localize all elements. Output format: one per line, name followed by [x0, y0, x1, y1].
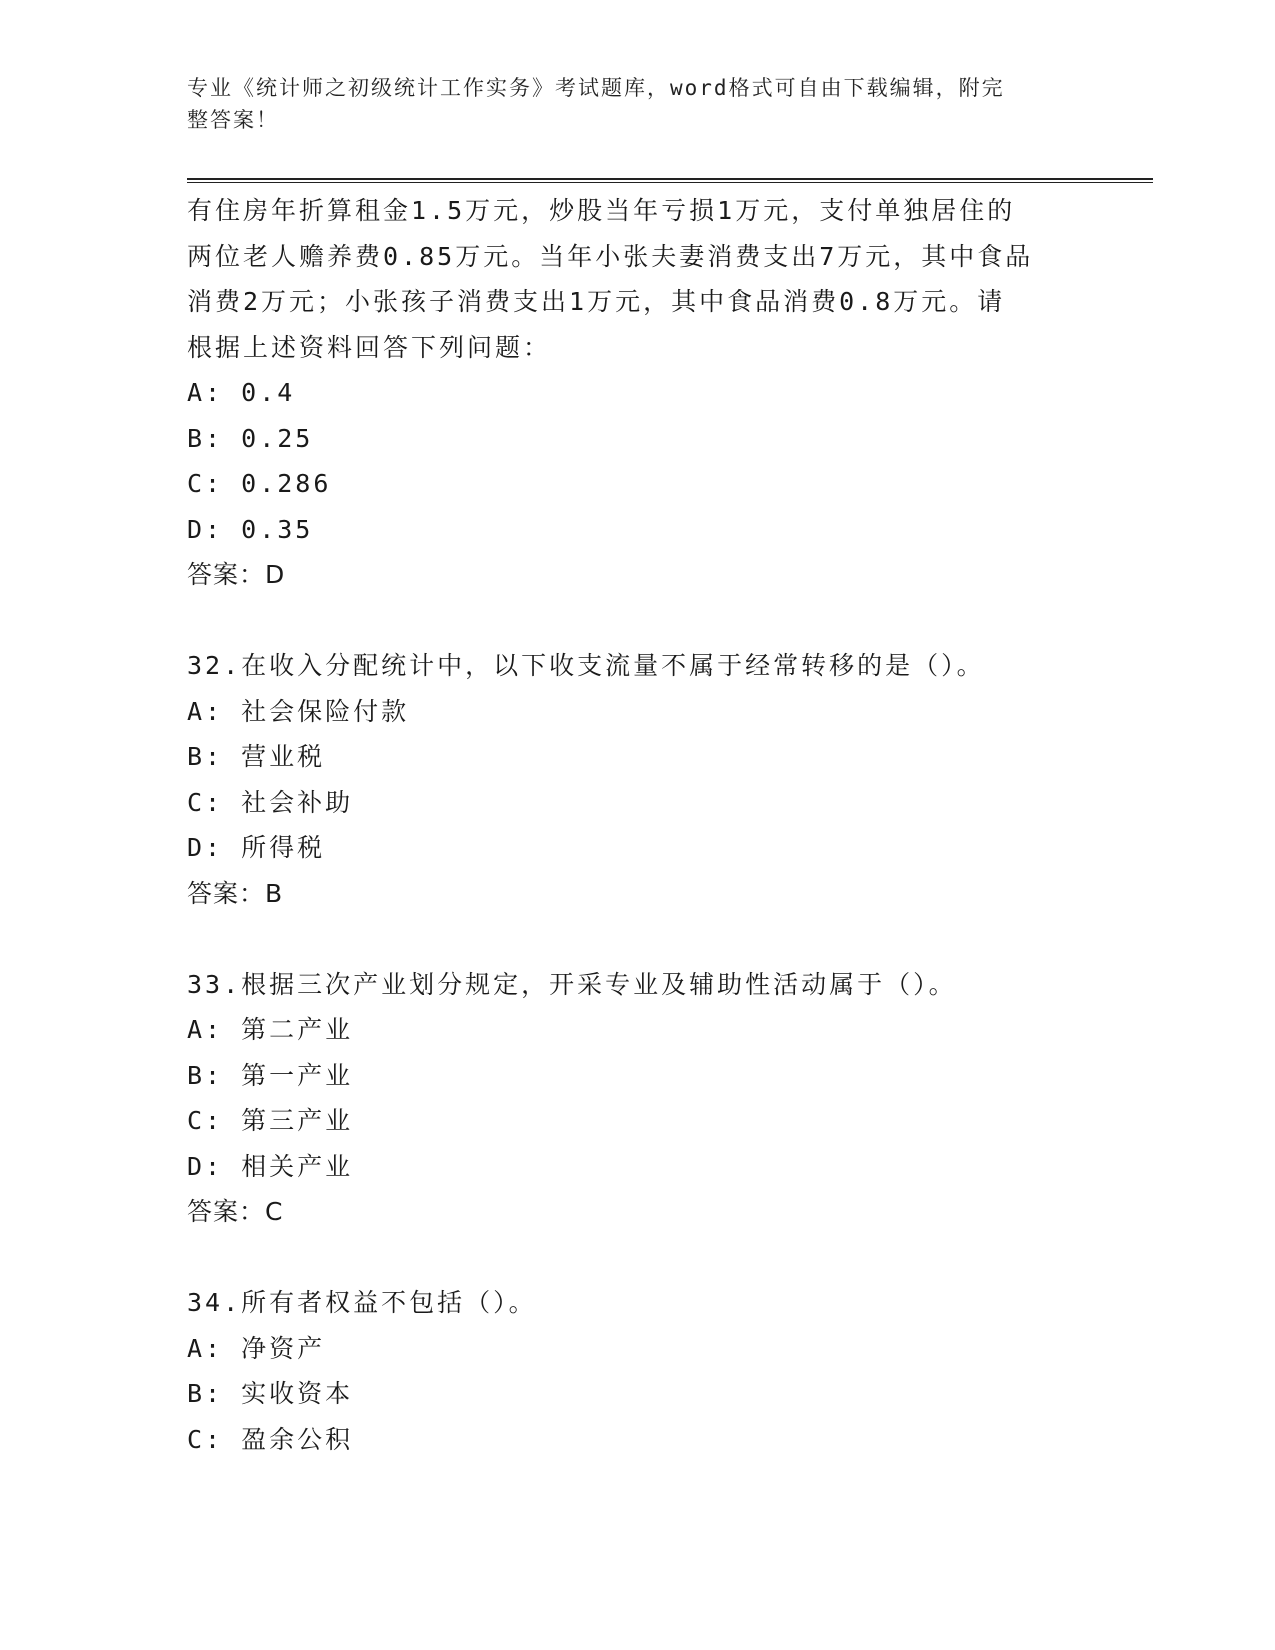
document-header — [187, 72, 1067, 136]
option-a: A: 第二产业 — [187, 1015, 354, 1044]
question-34 — [187, 1280, 1087, 1462]
question-title: 34.所有者权益不包括（）。 — [187, 1288, 537, 1317]
option-c: C: 第三产业 — [187, 1106, 354, 1135]
question-33 — [187, 962, 1087, 1235]
option-c: C: 0.286 — [187, 469, 332, 498]
spacer — [187, 598, 1087, 644]
option-d: D: 相关产业 — [187, 1151, 354, 1181]
option-a: A: 净资产 — [187, 1333, 326, 1363]
answer-label: 答案：D — [187, 560, 286, 589]
option-d: D: 所得税 — [187, 833, 326, 862]
question-stem-line: 有住房年折算租金1.5万元，炒股当年亏损1万元，支付单独居住的 — [187, 196, 1016, 225]
question-title: 32.在收入分配统计中，以下收支流量不属于经常转移的是（）。 — [187, 651, 985, 680]
option-a: A: 0.4 — [187, 378, 296, 407]
option-b: B: 营业税 — [187, 742, 326, 771]
option-a: A: 社会保险付款 — [187, 696, 410, 726]
answer-label: 答案：C — [187, 1197, 284, 1226]
option-c: C: 盈余公积 — [187, 1424, 354, 1454]
option-b: B: 实收资本 — [187, 1379, 354, 1408]
spacer — [187, 916, 1087, 962]
question-title: 33.根据三次产业划分规定，开采专业及辅助性活动属于（）。 — [187, 969, 957, 999]
question-32 — [187, 643, 1087, 916]
question-stem-line: 消费2万元；小张孩子消费支出1万元，其中食品消费0.8万元。请 — [187, 287, 1006, 316]
option-b: B: 0.25 — [187, 423, 314, 453]
question-stem-line: 两位老人赡养费0.85万元。当年小张夫妻消费支出7万元，其中食品 — [187, 241, 1034, 271]
header-divider — [187, 178, 1153, 183]
question-content — [187, 188, 1087, 1462]
header-line-1: 专业《统计师之初级统计工作实务》考试题库，word格式可自由下载编辑，附完 — [187, 76, 1005, 100]
spacer — [187, 1235, 1087, 1281]
option-c: C: 社会补助 — [187, 787, 354, 817]
header-line-2: 整答案！ — [187, 108, 279, 132]
option-b: B: 第一产业 — [187, 1060, 354, 1090]
answer-label: 答案：B — [187, 878, 284, 908]
question-stem-line: 根据上述资料回答下列问题： — [187, 332, 552, 362]
question-31-continued — [187, 188, 1087, 598]
option-d: D: 0.35 — [187, 514, 314, 544]
